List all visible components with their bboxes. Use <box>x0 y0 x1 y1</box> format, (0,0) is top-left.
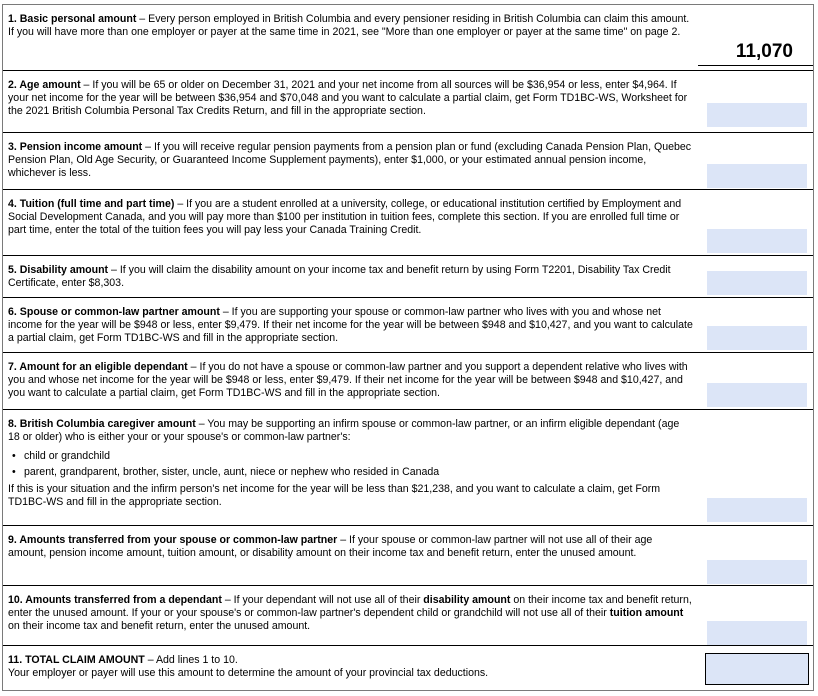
line-9-input[interactable] <box>707 560 807 584</box>
line-1-basic-personal-amount <box>3 5 813 71</box>
line-3-description: – If you will receive regular pension payments from a pension plan or fund (excluding Canada Pension Plan, Quebec Pension Plan, Old Age Security, or Guaranteed Income Supplement payments), enter $1,000, or your estimated annual pension income, whichever is less. <box>8 141 692 179</box>
line-9-text <box>8 534 693 560</box>
line-11-total-input[interactable] <box>705 653 809 685</box>
list-item: • child or grandchild <box>12 450 693 463</box>
line-2-input[interactable] <box>707 103 807 127</box>
line-11-title: 11. TOTAL CLAIM AMOUNT <box>8 654 145 666</box>
line-6-spouse-amount <box>3 298 813 353</box>
line-8-bullet-list <box>8 450 693 480</box>
line-1-amount: 11,070 <box>735 41 793 62</box>
line-5-text <box>8 264 693 290</box>
line-10-bold-tuition: tuition amount <box>609 606 684 619</box>
line-5-disability-amount <box>3 256 813 298</box>
line-1-title: 1. Basic personal amount <box>8 13 137 25</box>
line-3-text <box>8 141 693 179</box>
line-7-input[interactable] <box>707 383 807 407</box>
line-3-input[interactable] <box>707 164 807 188</box>
line-9-title: 9. Amounts transferred from your spouse or common-law partner <box>8 534 338 546</box>
line-7-eligible-dependant <box>3 353 813 410</box>
line-3-pension-income-amount <box>3 133 813 190</box>
line-5-description: – If you will claim the disability amount on your income tax and benefit return by using Form T2201, Disability Tax Credit Certificate, enter $8,303. <box>8 264 671 289</box>
line-4-input[interactable] <box>707 229 807 253</box>
line-3-title: 3. Pension income amount <box>8 141 143 153</box>
line-8-text <box>8 418 693 509</box>
line-7-title: 7. Amount for an eligible dependant <box>8 361 188 373</box>
line-10-title: 10. Amounts transferred from a dependant <box>8 594 222 606</box>
line-2-description: – If you will be 65 or older on December 31, 2021 and your net income from all sources will be $36,954 or less, enter $4,964. If your net income for the year will be between $36,954 and $70,048 and you want to calculate a partial claim, get Form TD1BC-WS, Worksheet for the 2021 British Columbia Personal Tax Credits Return, and fill in the appropriate section. <box>8 79 688 117</box>
line-10-description-a: – If your dependant will not use all of their <box>221 594 424 606</box>
line-10-input[interactable] <box>707 621 807 645</box>
line-4-tuition <box>3 190 813 256</box>
line-5-input[interactable] <box>707 271 807 295</box>
line-6-input[interactable] <box>707 326 807 350</box>
line-2-age-amount <box>3 71 813 133</box>
line-7-text <box>8 361 693 399</box>
line-2-title: 2. Age amount <box>8 79 81 91</box>
line-1-amount-underline <box>698 65 813 66</box>
line-7-description: – If you do not have a spouse or common-law partner and you support a dependent relative who lives with you and whose net income for the year will be $948 or less, enter $9,479. If their net income for the year will be between $948 and $10,427, and you want to calculate a partial claim, get Form TD1BC-WS and fill in the appropriate section. <box>8 361 688 399</box>
line-1-description: – Every person employed in British Columbia and every pensioner residing in British Columbia can claim this amount. If you will have more than one employer or payer at the same time in 2021, see "More than one employer or payer at the same time" on page 2. <box>8 13 690 38</box>
line-9-description: – If your spouse or common-law partner will not use all of their age amount, pension income amount, tuition amount, or disability amount on their income tax and benefit return, enter the unused amount. <box>8 534 653 559</box>
line-2-text <box>8 79 693 117</box>
line-10-description-b: on their income tax and benefit return, enter the unused amount. If your or your spouse's or common-law partner's dependent child or grandchild will not use all of their <box>8 594 692 619</box>
line-6-text <box>8 306 693 344</box>
line-8-input[interactable] <box>707 498 807 522</box>
line-10-transferred-from-dependant <box>3 586 813 646</box>
line-11-total-claim-amount <box>3 646 813 692</box>
line-4-text <box>8 198 693 236</box>
line-8-title: 8. British Columbia caregiver amount <box>8 418 196 430</box>
line-9-transferred-from-spouse <box>3 526 813 586</box>
line-11-description: – Add lines 1 to 10. <box>144 654 238 666</box>
line-11-note: Your employer or payer will use this amount to determine the amount of your provincial tax deductions. <box>8 666 489 679</box>
line-10-text <box>8 594 693 632</box>
line-10-description-c: on their income tax and benefit return, enter the unused amount. <box>8 619 311 632</box>
line-1-text <box>8 13 693 39</box>
td1bc-claim-form <box>2 4 814 691</box>
line-6-description: – If you are supporting your spouse or common-law partner who lives with you and whose net income for the year will be $948 or less, enter $9,479. If their net income for the year will be between $948 and $10,427, and you want to calculate a partial claim, get Form TD1BC-WS and fill in the appropriate section. <box>8 306 693 344</box>
line-8-condition: If this is your situation and the infirm person's net income for the year will be less than $21,238, and you want to calculate a claim, get Form TD1BC-WS and fill in the appropriate section. <box>8 483 661 508</box>
line-4-title: 4. Tuition (full time and part time) <box>8 198 175 210</box>
line-8-description: – You may be supporting an infirm spouse or common-law partner, or an infirm eligible dependant (age 18 or older) who is either your or your spouse's or common-law partner's: <box>8 418 680 443</box>
line-8-bc-caregiver-amount <box>3 410 813 526</box>
line-5-title: 5. Disability amount <box>8 264 109 276</box>
line-6-title: 6. Spouse or common-law partner amount <box>8 306 220 318</box>
line-10-bold-disability: disability amount <box>423 594 511 606</box>
line-11-text <box>8 654 693 680</box>
list-item: • parent, grandparent, brother, sister, uncle, aunt, niece or nephew who resided in Canada <box>12 466 693 479</box>
line-4-description: – If you are a student enrolled at a university, college, or educational institution certified by Employment and Social Development Canada, and you will pay more than $100 per institution in tuition fees, complete this section. If you are enrolled full time or part time, enter the total of the tuition fees you will pay less your Canada Training Credit. <box>8 198 682 236</box>
